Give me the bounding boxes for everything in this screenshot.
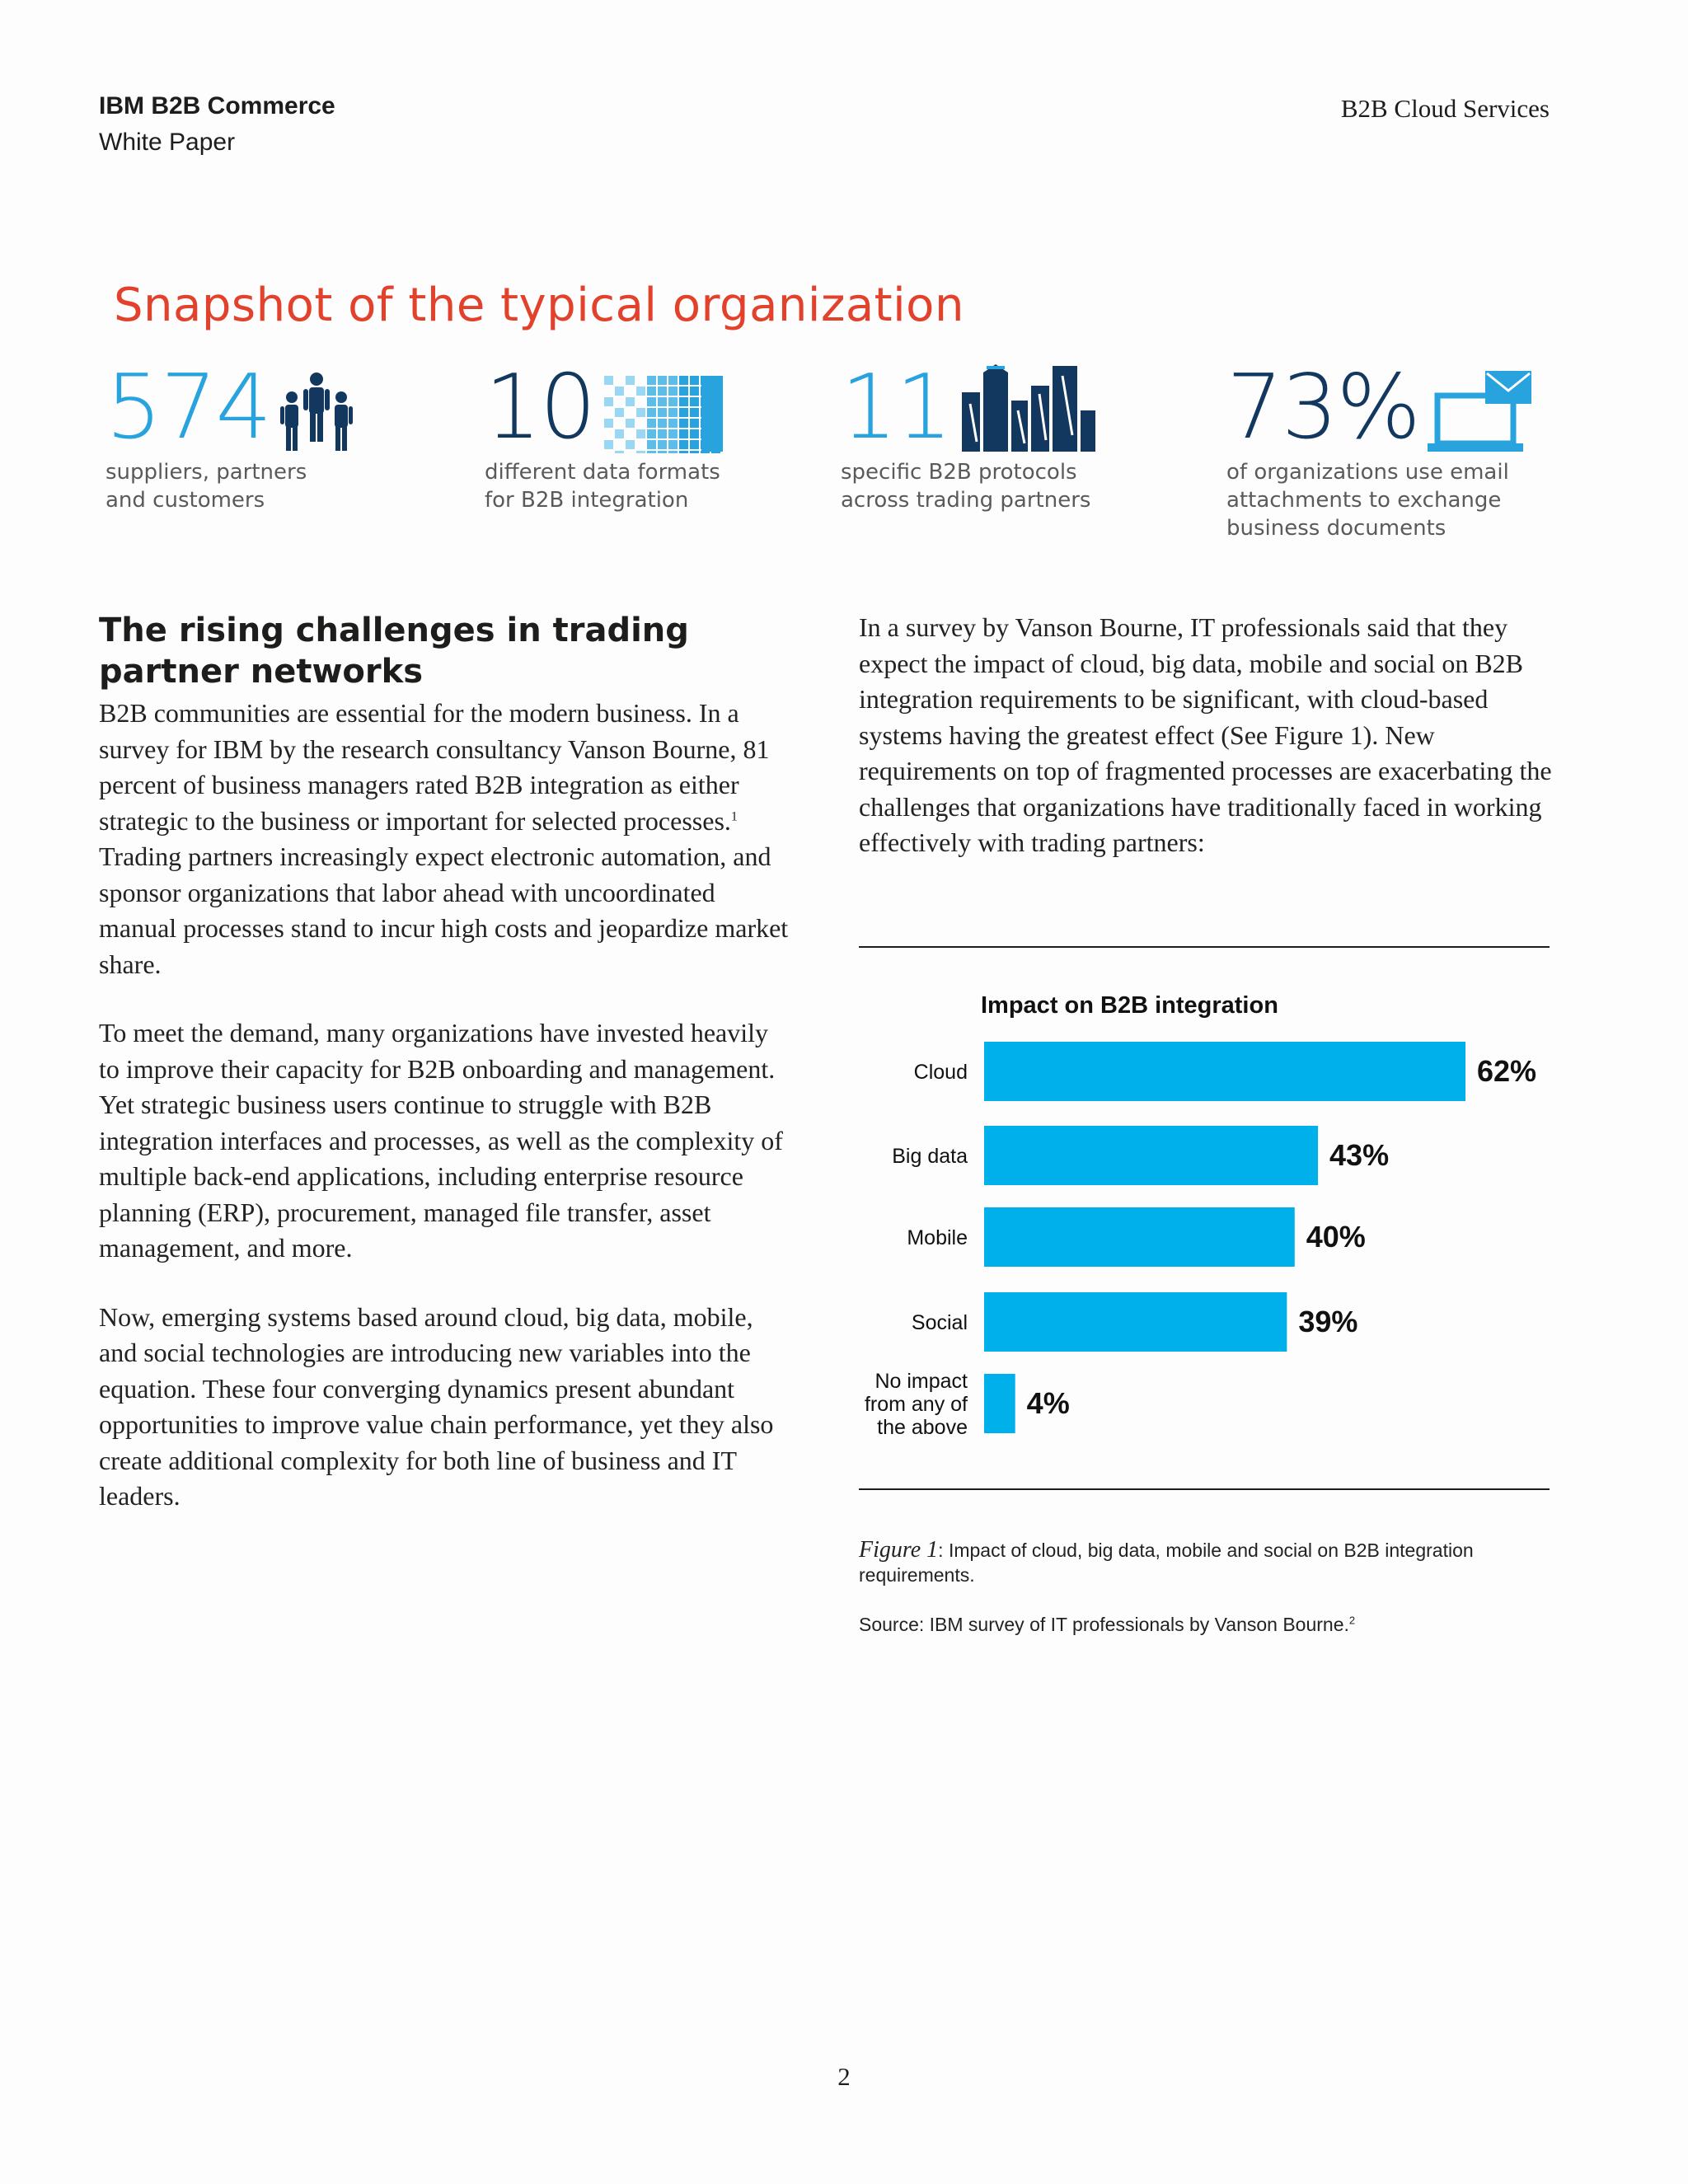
left-column bbox=[99, 610, 791, 1548]
people-icon bbox=[279, 371, 354, 453]
bar bbox=[984, 1126, 1318, 1185]
stat-value: 73% bbox=[1226, 356, 1420, 459]
data-grid-icon bbox=[603, 374, 726, 453]
category-label: Mobile bbox=[907, 1226, 968, 1249]
stat-description: specific B2B protocols across trading partners bbox=[841, 460, 1091, 513]
right-column bbox=[859, 610, 1559, 861]
figure-label: Figure 1 bbox=[859, 1537, 939, 1563]
divider bbox=[859, 1488, 1550, 1490]
footnote-ref: 2 bbox=[1348, 1614, 1356, 1627]
stat-description: of organizations use email attachments to exchange business documents bbox=[1226, 460, 1509, 541]
buildings-icon bbox=[959, 361, 1099, 453]
paragraph-survey: In a survey by Vanson Bourne, IT professionals said that they expect the impact of cloud, big data, mobile and social on B2B integration requirements to be significant, with cloud-based systems having the greatest effect (See Figure 1). New requirements on top of fragmented processes are exacerbating the challenges that organizations have traditionally faced in working effectively with trading partners: bbox=[859, 612, 1552, 857]
figure-caption-text: : Impact of cloud, big data, mobile and social on B2B integration requirements. bbox=[859, 1540, 1474, 1586]
category-label: Cloud bbox=[913, 1061, 968, 1084]
bar bbox=[984, 1207, 1295, 1267]
paragraph-emerging-systems: Now, emerging systems based around cloud, big data, mobile, and social technologies are introducing new variables into the equation. These four converging dynamics present abundant opportunities to improve value chain performance, yet they also create additional complexity for both line of business and IT leaders. bbox=[99, 1301, 774, 1511]
page-number: 2 bbox=[837, 2062, 851, 2091]
stat-value: 10 bbox=[485, 356, 595, 459]
bar-chart bbox=[859, 1030, 1550, 1459]
stat-description: different data formats for B2B integration bbox=[485, 460, 720, 513]
stat-value: 11 bbox=[841, 356, 951, 459]
value-label: 4% bbox=[1026, 1386, 1070, 1420]
paragraph-intro: B2B communities are essential for the modern business. In a survey for IBM by the research consultancy Vanson Bourne, 81 percent of business managers rated B2B integration as either strategic to the business or important for selected processes.$^1$ Trading partners increasingly expect electronic automation, and sponsor organizations that labor ahead with uncoordinated manual processes stand to incur high costs and jeopardize market share. bbox=[99, 698, 789, 979]
snapshot-title: Snapshot of the typical organization bbox=[114, 279, 964, 332]
value-label: 40% bbox=[1306, 1220, 1366, 1254]
divider bbox=[859, 946, 1550, 948]
figure-source: Source: IBM survey of IT professionals by Vanson Bourne.$^2$ bbox=[859, 1614, 1356, 1635]
paragraph-investment: To meet the demand, many organizations have invested heavily to improve their capacity for B2B onboarding and management. Yet strategic business users continue to struggle with B2B integration interfaces and processes, as well as the complexity of multiple back-end applications, including enterprise resource planning (ERP), procurement, managed file transfer, asset management, and more. bbox=[99, 1018, 783, 1263]
bar bbox=[984, 1374, 1015, 1433]
stat-description: suppliers, partners and customers bbox=[106, 460, 307, 513]
category-label: Social bbox=[911, 1311, 968, 1334]
stat-value: 574 bbox=[106, 356, 271, 459]
section-name: B2B Cloud Services bbox=[1340, 94, 1550, 123]
laptop-email-icon bbox=[1428, 368, 1535, 453]
stat-formats bbox=[485, 356, 726, 514]
category-label: No impact from any of the above bbox=[864, 1370, 968, 1439]
bar bbox=[984, 1042, 1465, 1101]
value-label: 62% bbox=[1477, 1054, 1537, 1088]
chart-title: Impact on B2B integration bbox=[981, 992, 1278, 1019]
category-label: Big data bbox=[892, 1145, 968, 1168]
stat-email bbox=[1226, 356, 1535, 542]
footnote-ref: 1 bbox=[730, 808, 738, 823]
stat-suppliers bbox=[106, 356, 354, 514]
value-label: 39% bbox=[1298, 1305, 1358, 1338]
brand-title: IBM B2B Commerce bbox=[99, 92, 335, 120]
value-label: 43% bbox=[1329, 1138, 1390, 1172]
bar bbox=[984, 1292, 1287, 1352]
stat-protocols bbox=[841, 356, 1099, 514]
figure-caption bbox=[859, 1538, 1485, 1587]
document-type: White Paper bbox=[99, 129, 236, 156]
section-heading: The rising challenges in trading partner networks bbox=[99, 612, 689, 691]
